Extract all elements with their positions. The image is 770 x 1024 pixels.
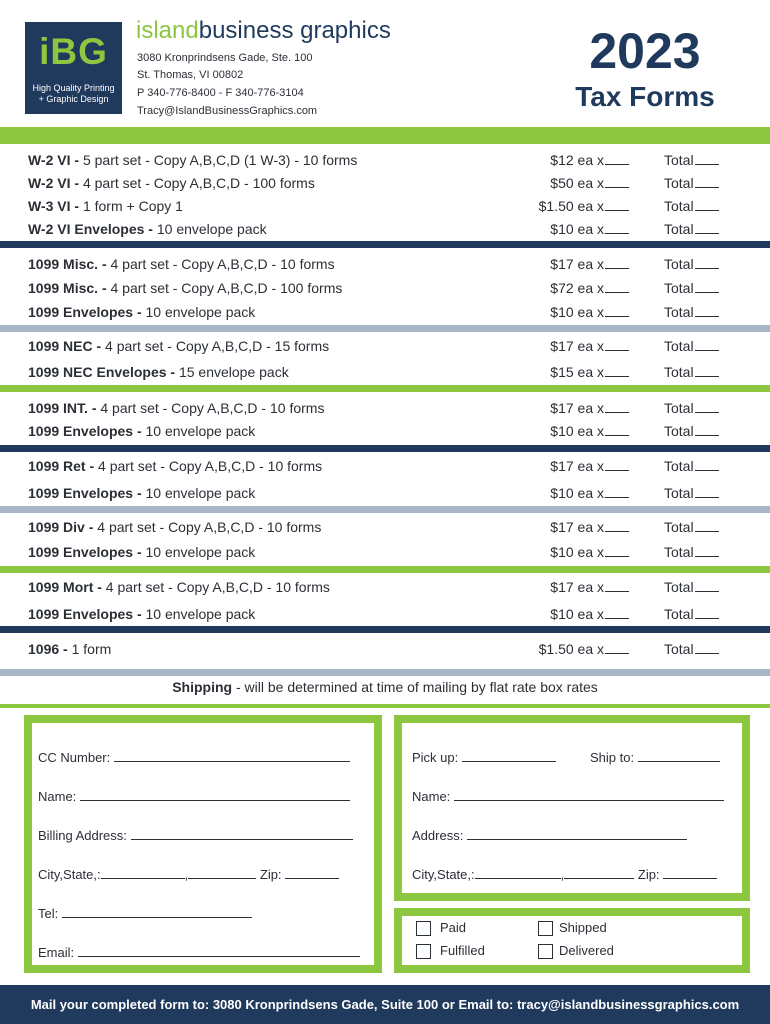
quantity-blank[interactable] bbox=[605, 219, 629, 234]
quantity-blank[interactable] bbox=[605, 336, 629, 351]
item-row bbox=[0, 576, 770, 598]
fulfilled-label: Fulfilled bbox=[440, 943, 485, 958]
item-total bbox=[664, 516, 719, 538]
item-name: 1099 Envelopes - bbox=[28, 485, 142, 501]
logo-mark: iBG bbox=[39, 31, 108, 72]
quantity-blank[interactable] bbox=[605, 456, 629, 471]
quantity-blank[interactable] bbox=[605, 577, 629, 592]
payment-zip-label: Zip: bbox=[259, 867, 282, 882]
footer bbox=[0, 985, 770, 1024]
quantity-blank[interactable] bbox=[605, 421, 629, 436]
item-price-text: $10 ea x bbox=[550, 423, 604, 439]
tel-line[interactable] bbox=[62, 905, 252, 918]
delivery-address-line[interactable] bbox=[467, 827, 687, 840]
item-total bbox=[664, 149, 719, 171]
shipping-label: Shipping bbox=[172, 679, 233, 695]
item-name: 1099 NEC - bbox=[28, 338, 102, 354]
item-details: 4 part set - Copy A,B,C,D - 100 forms bbox=[106, 280, 343, 296]
item-total-label: Total bbox=[664, 400, 694, 416]
payment-zip-line[interactable] bbox=[285, 866, 339, 879]
item-total bbox=[664, 218, 719, 240]
quantity-blank[interactable] bbox=[605, 517, 629, 532]
item-row bbox=[0, 253, 770, 275]
item-row bbox=[0, 149, 770, 171]
item-details: 4 part set - Copy A,B,C,D - 10 forms bbox=[101, 579, 330, 595]
tel-label: Tel: bbox=[38, 906, 59, 921]
item-price-text: $17 ea x bbox=[550, 400, 604, 416]
total-blank[interactable] bbox=[695, 542, 719, 557]
item-total-label: Total bbox=[664, 606, 694, 622]
item-price-text: $50 ea x bbox=[550, 175, 604, 191]
delivery-address-field[interactable] bbox=[412, 827, 687, 845]
shipping-note bbox=[0, 676, 770, 698]
separator-bar bbox=[0, 445, 770, 452]
item-total-label: Total bbox=[664, 364, 694, 380]
year-title: 2023 bbox=[589, 23, 701, 79]
item-price bbox=[550, 455, 629, 477]
item-name: 1099 INT. - bbox=[28, 400, 97, 416]
item-row bbox=[0, 638, 770, 660]
quantity-blank[interactable] bbox=[605, 196, 629, 211]
pickup-field[interactable] bbox=[412, 749, 556, 767]
item-total bbox=[664, 455, 719, 477]
item-details: 4 part set - Copy A,B,C,D - 10 forms bbox=[96, 400, 325, 416]
total-blank[interactable] bbox=[695, 150, 719, 165]
quantity-blank[interactable] bbox=[605, 398, 629, 413]
item-total-label: Total bbox=[664, 579, 694, 595]
item-details: 10 envelope pack bbox=[141, 485, 256, 501]
item-price bbox=[550, 218, 629, 240]
quantity-blank[interactable] bbox=[605, 254, 629, 269]
shipto-label: Ship to: bbox=[590, 750, 635, 765]
total-blank[interactable] bbox=[695, 398, 719, 413]
delivery-name-field[interactable] bbox=[412, 788, 724, 806]
separator-bar bbox=[0, 669, 770, 676]
item-total bbox=[664, 172, 719, 194]
item-price-text: $12 ea x bbox=[550, 152, 604, 168]
item-row bbox=[0, 172, 770, 194]
cc-number-label: CC Number: bbox=[38, 750, 111, 765]
item-price bbox=[550, 277, 629, 299]
address-line-2: St. Thomas, VI 00802 bbox=[137, 69, 244, 81]
item-total-label: Total bbox=[664, 458, 694, 474]
item-total bbox=[664, 361, 719, 383]
item-details: 10 envelope pack bbox=[152, 221, 267, 237]
logo-tagline-2: + Graphic Design bbox=[38, 94, 109, 104]
item-price bbox=[550, 397, 629, 419]
quantity-blank[interactable] bbox=[605, 302, 629, 317]
item-price-text: $1.50 ea x bbox=[538, 641, 604, 657]
quantity-blank[interactable] bbox=[605, 483, 629, 498]
paid-label: Paid bbox=[440, 920, 467, 935]
total-blank[interactable] bbox=[695, 456, 719, 471]
item-row bbox=[0, 218, 770, 240]
item-row bbox=[0, 455, 770, 477]
item-total bbox=[664, 301, 719, 323]
contact-email: Tracy@IslandBusinessGraphics.com bbox=[137, 105, 318, 117]
delivery-city-label: City,State,: bbox=[412, 867, 475, 882]
item-total bbox=[664, 397, 719, 419]
item-details: 10 envelope pack bbox=[141, 423, 256, 439]
payment-name-line[interactable] bbox=[80, 788, 350, 801]
item-price bbox=[550, 149, 629, 171]
item-total bbox=[664, 277, 719, 299]
payment-city-field[interactable]: City,State,: , Zip: bbox=[38, 866, 339, 884]
item-name: W-3 VI - bbox=[28, 198, 80, 214]
item-price-text: $17 ea x bbox=[550, 519, 604, 535]
item-total-label: Total bbox=[664, 304, 694, 320]
payment-email-label: Email: bbox=[38, 945, 75, 960]
item-name: 1099 Envelopes - bbox=[28, 304, 142, 320]
total-blank[interactable] bbox=[695, 577, 719, 592]
item-total-label: Total bbox=[664, 175, 694, 191]
separator-bar bbox=[0, 626, 770, 633]
separator-bar bbox=[0, 325, 770, 332]
item-name: W-2 VI - bbox=[28, 175, 80, 191]
item-row bbox=[0, 195, 770, 217]
item-price bbox=[550, 420, 629, 442]
page-title: Tax Forms bbox=[575, 81, 715, 112]
fulfilled-checkbox[interactable] bbox=[416, 944, 431, 959]
item-total bbox=[664, 603, 719, 625]
payment-email-line[interactable] bbox=[78, 944, 360, 957]
item-price bbox=[550, 516, 629, 538]
item-total bbox=[664, 638, 719, 660]
item-price bbox=[550, 335, 629, 357]
item-total bbox=[664, 541, 719, 563]
item-description bbox=[28, 218, 267, 240]
quantity-blank[interactable] bbox=[605, 278, 629, 293]
delivery-zip-label: Zip: bbox=[637, 867, 660, 882]
item-details: 1 form + Copy 1 bbox=[79, 198, 183, 214]
item-total-label: Total bbox=[664, 485, 694, 501]
item-price bbox=[550, 603, 629, 625]
quantity-blank[interactable] bbox=[605, 604, 629, 619]
quantity-blank[interactable] bbox=[605, 542, 629, 557]
item-price-text: $15 ea x bbox=[550, 364, 604, 380]
item-total bbox=[664, 195, 719, 217]
item-name: 1099 NEC Envelopes - bbox=[28, 364, 176, 380]
item-description bbox=[28, 516, 321, 538]
item-price-text: $17 ea x bbox=[550, 579, 604, 595]
item-details: 5 part set - Copy A,B,C,D (1 W-3) - 10 forms bbox=[79, 152, 358, 168]
item-total-label: Total bbox=[664, 221, 694, 237]
item-row bbox=[0, 516, 770, 538]
item-row bbox=[0, 301, 770, 323]
item-description bbox=[28, 397, 324, 419]
item-price-text: $17 ea x bbox=[550, 458, 604, 474]
total-blank[interactable] bbox=[695, 196, 719, 211]
total-blank[interactable] bbox=[695, 639, 719, 654]
delivered-label: Delivered bbox=[559, 943, 614, 958]
shipping-text: - will be determined at time of mailing by flat rate box rates bbox=[232, 679, 598, 695]
header bbox=[0, 0, 770, 125]
item-total-label: Total bbox=[664, 256, 694, 272]
item-details: 10 envelope pack bbox=[141, 544, 256, 560]
item-total-label: Total bbox=[664, 338, 694, 354]
separator-bar bbox=[0, 566, 770, 573]
separator-bar bbox=[0, 506, 770, 513]
separator-bar bbox=[0, 704, 770, 708]
item-row bbox=[0, 277, 770, 299]
item-total-label: Total bbox=[664, 280, 694, 296]
item-description bbox=[28, 638, 111, 660]
tel-field[interactable] bbox=[38, 905, 252, 923]
item-description bbox=[28, 301, 255, 323]
item-total bbox=[664, 482, 719, 504]
separator-bar bbox=[0, 241, 770, 248]
footer-mail-instructions: Mail your completed form to: 3080 Kronprindsens Gade, Suite 100 or Email to: tracy@islandbusinessgraphics.com bbox=[30, 997, 740, 1012]
shipto-field[interactable] bbox=[590, 749, 720, 767]
delivery-name-line[interactable] bbox=[454, 788, 724, 801]
quantity-blank[interactable] bbox=[605, 150, 629, 165]
billing-address-label: Billing Address: bbox=[38, 828, 127, 843]
billing-address-line[interactable] bbox=[131, 827, 353, 840]
item-price bbox=[539, 195, 629, 217]
item-price bbox=[550, 172, 629, 194]
item-details: 4 part set - Copy A,B,C,D - 10 forms bbox=[93, 519, 322, 535]
delivered-checkbox[interactable] bbox=[538, 944, 553, 959]
status-box bbox=[394, 908, 750, 973]
address-line-1: 3080 Kronprindsens Gade, Ste. 100 bbox=[137, 52, 313, 64]
item-total bbox=[664, 576, 719, 598]
item-description bbox=[28, 172, 315, 194]
pickup-label: Pick up: bbox=[412, 750, 459, 765]
item-details: 4 part set - Copy A,B,C,D - 10 forms bbox=[94, 458, 323, 474]
item-name: 1096 - bbox=[28, 641, 68, 657]
item-price bbox=[550, 482, 629, 504]
paid-checkbox[interactable] bbox=[416, 921, 431, 936]
shipped-checkbox[interactable] bbox=[538, 921, 553, 936]
quantity-blank[interactable] bbox=[605, 639, 629, 654]
item-name: 1099 Mort - bbox=[28, 579, 102, 595]
item-price-text: $10 ea x bbox=[550, 544, 604, 560]
payment-city-label: City,State,: bbox=[38, 867, 101, 882]
separator-bar bbox=[0, 127, 770, 144]
quantity-blank[interactable] bbox=[605, 362, 629, 377]
ibg-logo bbox=[25, 22, 122, 114]
item-price-text: $72 ea x bbox=[550, 280, 604, 296]
item-name: 1099 Envelopes - bbox=[28, 423, 142, 439]
brand-name bbox=[136, 16, 391, 46]
item-name: 1099 Envelopes - bbox=[28, 544, 142, 560]
item-description bbox=[28, 482, 255, 504]
payment-box bbox=[24, 715, 382, 973]
total-blank[interactable] bbox=[695, 336, 719, 351]
item-name: W-2 VI - bbox=[28, 152, 80, 168]
item-price bbox=[550, 301, 629, 323]
item-description bbox=[28, 603, 255, 625]
item-total-label: Total bbox=[664, 423, 694, 439]
item-details: 10 envelope pack bbox=[141, 606, 256, 622]
item-description bbox=[28, 253, 335, 275]
pickup-line[interactable] bbox=[462, 749, 556, 762]
item-price-text: $10 ea x bbox=[550, 485, 604, 501]
total-blank[interactable] bbox=[695, 278, 719, 293]
item-name: 1099 Envelopes - bbox=[28, 606, 142, 622]
item-name: 1099 Misc. - bbox=[28, 256, 107, 272]
item-name: 1099 Div - bbox=[28, 519, 94, 535]
shipto-line[interactable] bbox=[638, 749, 720, 762]
phone-fax: P 340-776-8400 - F 340-776-3104 bbox=[137, 87, 304, 99]
item-price bbox=[539, 638, 629, 660]
item-total-label: Total bbox=[664, 198, 694, 214]
item-total bbox=[664, 335, 719, 357]
item-description bbox=[28, 541, 255, 563]
item-total-label: Total bbox=[664, 641, 694, 657]
item-details: 4 part set - Copy A,B,C,D - 100 forms bbox=[79, 175, 315, 191]
billing-address-field[interactable] bbox=[38, 827, 353, 845]
item-row bbox=[0, 482, 770, 504]
delivery-address-label: Address: bbox=[412, 828, 464, 843]
shipped-label: Shipped bbox=[559, 920, 607, 935]
item-total bbox=[664, 420, 719, 442]
item-details: 10 envelope pack bbox=[141, 304, 256, 320]
delivery-city-line[interactable] bbox=[475, 866, 561, 879]
item-total bbox=[664, 253, 719, 275]
item-name: 1099 Misc. - bbox=[28, 280, 107, 296]
item-row bbox=[0, 603, 770, 625]
payment-state-line[interactable] bbox=[188, 866, 256, 879]
quantity-blank[interactable] bbox=[605, 173, 629, 188]
item-price-text: $17 ea x bbox=[550, 256, 604, 272]
item-description bbox=[28, 149, 357, 171]
separator-bar bbox=[0, 385, 770, 392]
item-details: 15 envelope pack bbox=[175, 364, 289, 380]
item-description bbox=[28, 455, 322, 477]
item-total-label: Total bbox=[664, 544, 694, 560]
delivery-city-field[interactable]: City,State,: , Zip: bbox=[412, 866, 717, 884]
item-row bbox=[0, 397, 770, 419]
brand-name-business: business graphics bbox=[198, 17, 391, 44]
item-name: 1099 Ret - bbox=[28, 458, 95, 474]
item-description bbox=[28, 576, 330, 598]
delivery-zip-line[interactable] bbox=[663, 866, 717, 879]
cc-number-line[interactable] bbox=[114, 749, 350, 762]
item-details: 4 part set - Copy A,B,C,D - 15 forms bbox=[101, 338, 330, 354]
item-row bbox=[0, 541, 770, 563]
item-row bbox=[0, 420, 770, 442]
total-blank[interactable] bbox=[695, 219, 719, 234]
total-blank[interactable] bbox=[695, 362, 719, 377]
total-blank[interactable] bbox=[695, 254, 719, 269]
item-name: W-2 VI Envelopes - bbox=[28, 221, 153, 237]
payment-email-field[interactable] bbox=[38, 944, 360, 962]
brand-name-island: island bbox=[136, 17, 199, 44]
total-blank[interactable] bbox=[695, 517, 719, 532]
total-blank[interactable] bbox=[695, 173, 719, 188]
payment-city-line[interactable] bbox=[101, 866, 185, 879]
item-row bbox=[0, 335, 770, 357]
total-blank[interactable] bbox=[695, 302, 719, 317]
item-price-text: $10 ea x bbox=[550, 304, 604, 320]
total-blank[interactable] bbox=[695, 483, 719, 498]
item-price bbox=[550, 576, 629, 598]
item-price bbox=[550, 361, 629, 383]
item-price-text: $1.50 ea x bbox=[538, 198, 604, 214]
item-price bbox=[550, 253, 629, 275]
item-details: 1 form bbox=[67, 641, 112, 657]
total-blank[interactable] bbox=[695, 604, 719, 619]
logo-tagline: High Quality Printing bbox=[32, 83, 115, 93]
item-price-text: $10 ea x bbox=[550, 221, 604, 237]
item-description bbox=[28, 195, 183, 217]
item-total-label: Total bbox=[664, 152, 694, 168]
item-description bbox=[28, 277, 342, 299]
item-price bbox=[550, 541, 629, 563]
item-description bbox=[28, 335, 329, 357]
item-description bbox=[28, 420, 255, 442]
item-price-text: $10 ea x bbox=[550, 606, 604, 622]
item-row bbox=[0, 361, 770, 383]
item-total-label: Total bbox=[664, 519, 694, 535]
item-price-text: $17 ea x bbox=[550, 338, 604, 354]
item-description bbox=[28, 361, 289, 383]
delivery-name-label: Name: bbox=[412, 789, 451, 804]
delivery-state-line[interactable] bbox=[564, 866, 634, 879]
item-details: 4 part set - Copy A,B,C,D - 10 forms bbox=[106, 256, 335, 272]
total-blank[interactable] bbox=[695, 421, 719, 436]
payment-name-label: Name: bbox=[38, 789, 77, 804]
cc-number-field[interactable] bbox=[38, 749, 350, 767]
payment-name-field[interactable] bbox=[38, 788, 350, 806]
delivery-box bbox=[394, 715, 750, 901]
